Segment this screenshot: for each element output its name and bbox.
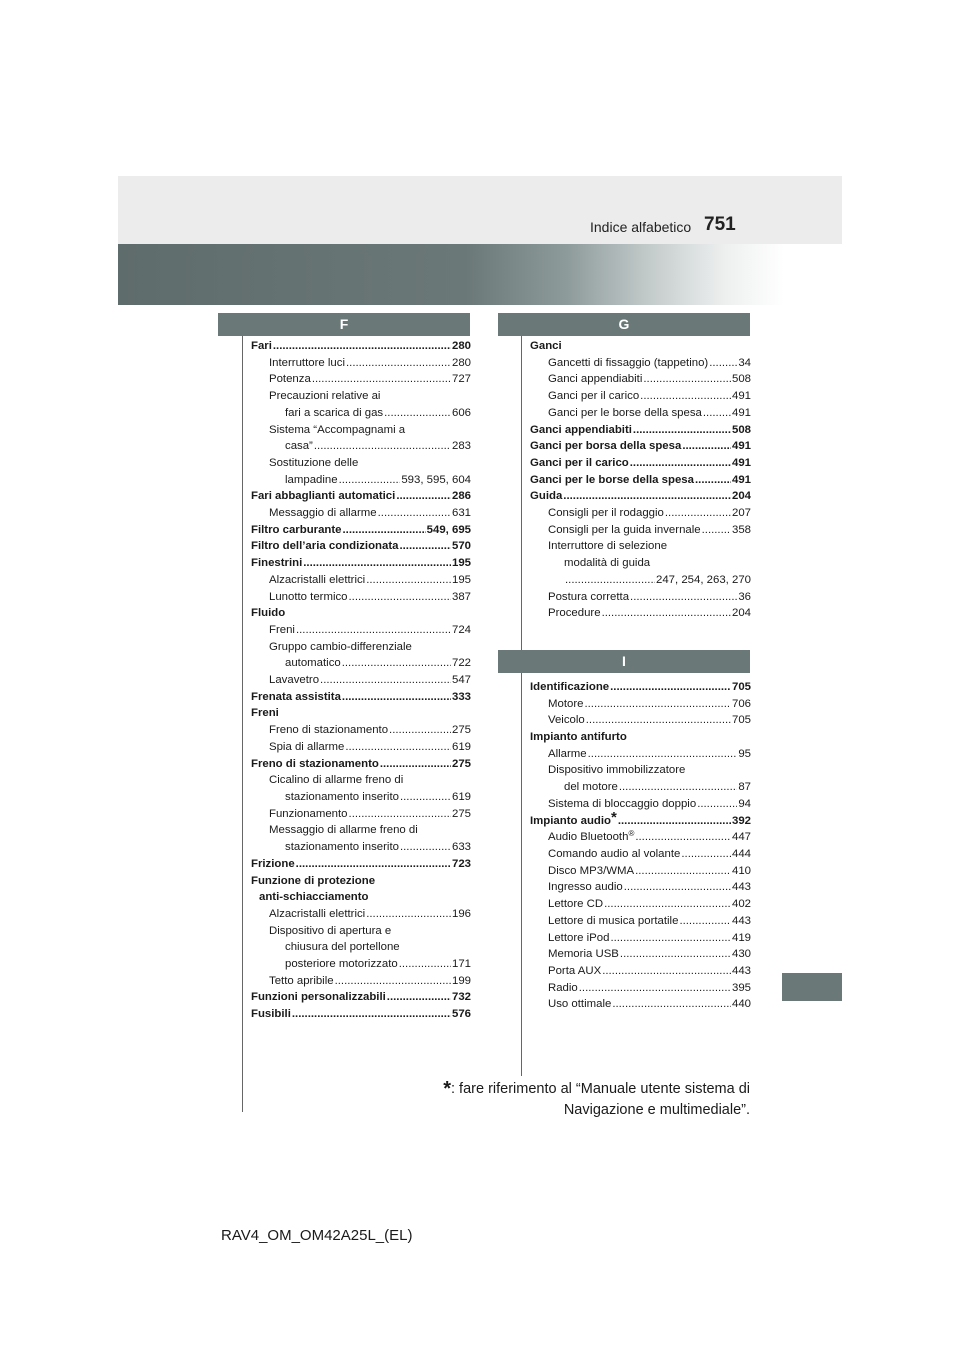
- index-entry-text: Sostituzione delle: [269, 456, 359, 469]
- page-reference: 593, 595, 604: [401, 473, 471, 486]
- index-entry-text: Cicalino di allarme freno di: [269, 774, 404, 787]
- index-entry: [530, 863, 751, 880]
- dot-leader: [339, 472, 401, 489]
- page-reference: 286: [451, 490, 471, 503]
- index-entry: [251, 505, 471, 522]
- dot-leader: [400, 789, 451, 806]
- index-column-f: [251, 338, 471, 1023]
- index-entry: [530, 405, 751, 422]
- footnote-marker: *: [611, 808, 617, 826]
- dot-leader: [320, 672, 451, 689]
- dot-leader: [620, 946, 731, 963]
- index-term: fari a scarica di gas: [285, 406, 384, 419]
- index-entry: [251, 405, 471, 422]
- index-entry: [251, 722, 471, 739]
- page-reference: 275: [451, 724, 471, 737]
- dot-leader: [389, 722, 451, 739]
- page-reference: 705: [731, 680, 751, 693]
- page-reference: 491: [731, 390, 751, 403]
- page-reference: 443: [731, 914, 751, 927]
- index-term: Freni: [269, 623, 295, 636]
- page-reference: 275: [451, 757, 471, 770]
- dot-leader: [697, 796, 737, 813]
- page-reference: 549, 695: [426, 523, 471, 536]
- dot-leader: [366, 572, 451, 589]
- index-entry-text: Sistema “Accompagnami a: [269, 423, 406, 436]
- index-entry: [530, 422, 751, 439]
- index-entry: [530, 779, 751, 796]
- header-band: [118, 244, 842, 305]
- index-entry-text: Gruppo cambio-differenziale: [269, 640, 412, 653]
- dot-leader: [345, 739, 451, 756]
- index-entry: [251, 572, 471, 589]
- index-term: Frizione: [251, 857, 295, 870]
- index-entry: [251, 622, 471, 639]
- index-entry: [251, 538, 471, 555]
- index-entry: [530, 746, 751, 763]
- index-term: Audio Bluetooth®: [548, 829, 635, 844]
- dot-leader: [303, 555, 451, 572]
- index-entry-text: Impianto antifurto: [530, 731, 627, 744]
- page-reference: 722: [451, 657, 471, 670]
- page-reference: 443: [731, 964, 751, 977]
- dot-leader: [612, 996, 731, 1013]
- page-reference: 547: [451, 674, 471, 687]
- index-entry-text: Fluido: [251, 607, 286, 620]
- index-term: Postura corretta: [548, 590, 630, 603]
- page-reference: 402: [731, 898, 751, 911]
- index-term: Fari: [251, 340, 272, 352]
- index-entry: [530, 712, 751, 729]
- index-entry: [251, 839, 471, 856]
- page-reference: 280: [451, 340, 471, 352]
- index-entry: [530, 796, 751, 813]
- index-term: Funzionamento: [269, 807, 348, 820]
- index-entry-text: Funzione di protezione: [251, 874, 376, 887]
- index-term: Comando audio al volante: [548, 847, 681, 860]
- dot-leader: [399, 956, 451, 973]
- index-term: Gancetti di fissaggio (tappetino): [548, 356, 709, 369]
- index-term: Motore: [548, 697, 584, 710]
- index-entry: [530, 896, 751, 913]
- dot-leader: [681, 846, 731, 863]
- dot-leader: [610, 679, 731, 696]
- index-entry: [530, 455, 751, 472]
- dot-leader: [342, 655, 451, 672]
- index-term: Radio: [548, 981, 578, 994]
- index-term: Tetto apribile: [269, 974, 334, 987]
- page-reference: 508: [731, 423, 751, 436]
- index-term: Spia di allarme: [269, 740, 345, 753]
- registered-mark: ®: [628, 829, 635, 839]
- index-entry: [251, 522, 471, 539]
- index-term: Impianto audio*: [530, 808, 617, 827]
- index-entry-text: Messaggio di allarme freno di: [269, 824, 418, 837]
- index-term: Filtro carburante: [251, 523, 342, 536]
- index-group-g: [530, 338, 751, 622]
- index-entry: [251, 989, 471, 1006]
- dot-leader: [314, 438, 451, 455]
- index-term: Lettore di musica portatile: [548, 914, 679, 927]
- dot-leader: [296, 856, 451, 873]
- index-entry: [251, 806, 471, 823]
- index-term: Guida: [530, 490, 563, 503]
- index-term: Freno di stazionamento: [269, 724, 389, 737]
- dot-leader: [709, 355, 737, 372]
- index-entry: [530, 679, 751, 696]
- index-entry: [530, 980, 751, 997]
- dot-leader: [312, 371, 451, 388]
- page-reference: 419: [731, 931, 751, 944]
- index-entry: [251, 789, 471, 806]
- page-reference: 440: [731, 998, 751, 1011]
- index-term: Potenza: [269, 373, 311, 386]
- index-entry: [530, 388, 751, 405]
- index-entry: [251, 856, 471, 873]
- index-entry-text: Dispositivo immobilizzatore: [548, 764, 686, 777]
- index-entry: [530, 946, 751, 963]
- index-entry: [530, 829, 751, 846]
- index-term: Porta AUX: [548, 964, 602, 977]
- letter-header-i: I: [498, 650, 750, 673]
- index-term: Veicolo: [548, 714, 585, 727]
- index-term: Ganci appendiabiti: [548, 373, 643, 386]
- dot-leader: [640, 388, 731, 405]
- index-entry: [251, 472, 471, 489]
- dot-leader: [682, 438, 731, 455]
- dot-leader: [695, 472, 731, 489]
- dot-leader: [273, 338, 451, 355]
- dot-leader: [563, 488, 731, 505]
- dot-leader: [292, 1006, 451, 1023]
- index-entry: [530, 846, 751, 863]
- dot-leader: [630, 455, 731, 472]
- page-reference: 570: [451, 540, 471, 553]
- index-term: stazionamento inserito: [285, 790, 399, 803]
- index-entry: [251, 973, 471, 990]
- page-reference: 447: [731, 831, 751, 844]
- page-reference: 358: [731, 523, 751, 536]
- index-term: Funzioni personalizzabili: [251, 991, 386, 1004]
- index-entry-text: anti-schiacciamento: [259, 891, 369, 904]
- index-term: posteriore motorizzato: [285, 958, 398, 971]
- index-term: Ganci per il carico: [530, 456, 629, 469]
- page-reference: 280: [451, 356, 471, 369]
- page-reference: 732: [451, 991, 471, 1004]
- index-term: Filtro dell’aria condizionata: [251, 540, 399, 553]
- page-reference: 508: [731, 373, 751, 386]
- index-term: Ganci per il carico: [548, 390, 640, 403]
- page-reference: 443: [731, 881, 751, 894]
- dot-leader: [396, 488, 451, 505]
- page-reference: 724: [451, 623, 471, 636]
- dot-leader: [384, 405, 451, 422]
- index-entry: [251, 555, 471, 572]
- index-entry-text: Ganci: [530, 340, 562, 352]
- index-entry: [251, 438, 471, 455]
- dot-leader: [643, 371, 731, 388]
- page-reference: 87: [738, 781, 751, 794]
- dot-leader: [349, 806, 451, 823]
- page-reference: 606: [451, 406, 471, 419]
- index-term: stazionamento inserito: [285, 841, 399, 854]
- index-entry: [251, 655, 471, 672]
- page-reference: 705: [731, 714, 751, 727]
- index-term: Fusibili: [251, 1008, 291, 1021]
- index-term: Messaggio di allarme: [269, 507, 377, 520]
- index-entry: [251, 1006, 471, 1023]
- index-entry: [251, 956, 471, 973]
- page-reference: 275: [451, 807, 471, 820]
- index-term: Lettore CD: [548, 898, 604, 911]
- letter-header-g: G: [498, 313, 750, 336]
- page-reference: 196: [451, 907, 471, 920]
- footnote-line-2: Navigazione e multimediale”.: [563, 1102, 750, 1118]
- index-term: Identificazione: [530, 680, 610, 693]
- page-reference: 633: [451, 841, 471, 854]
- index-term: Consigli per il rodaggio: [548, 507, 664, 520]
- dot-leader: [579, 980, 731, 997]
- dot-leader: [602, 963, 731, 980]
- index-entry: [251, 355, 471, 372]
- index-term: Interruttore luci: [269, 356, 345, 369]
- letter-header-f: F: [218, 313, 470, 336]
- column-divider-right: [521, 336, 522, 1076]
- dot-leader: [604, 896, 731, 913]
- index-term: Alzacristalli elettrici: [269, 573, 366, 586]
- index-entry: [530, 371, 751, 388]
- dot-leader: [633, 422, 731, 439]
- dot-leader: [665, 505, 731, 522]
- index-entry: [251, 589, 471, 606]
- page-reference: 727: [451, 373, 471, 386]
- index-group-i: [530, 679, 751, 1013]
- page-reference: 333: [451, 690, 471, 703]
- index-entry: [530, 996, 751, 1013]
- index-entry: [251, 689, 471, 706]
- dot-leader: [702, 522, 731, 539]
- index-entry-text: Freni: [251, 707, 279, 720]
- index-entry: [530, 522, 751, 539]
- page-reference: 95: [738, 747, 751, 760]
- dot-leader: [630, 589, 737, 606]
- page-reference: 94: [738, 797, 751, 810]
- page-reference: 387: [451, 590, 471, 603]
- dot-leader: [335, 973, 451, 990]
- index-term: Lunotto termico: [269, 590, 348, 603]
- index-entry-text: Dispositivo di apertura e: [269, 924, 392, 937]
- index-entry: [530, 355, 751, 372]
- page-reference: 491: [731, 406, 751, 419]
- page-reference: 430: [731, 948, 751, 961]
- index-entry: [251, 488, 471, 505]
- dot-leader: [635, 863, 731, 880]
- dot-leader: [679, 913, 731, 930]
- page-reference: 706: [731, 697, 751, 710]
- page-reference: 199: [451, 974, 471, 987]
- dot-leader: [343, 522, 426, 539]
- index-term: Memoria USB: [548, 948, 619, 961]
- index-entry: [530, 808, 751, 830]
- page-reference: 723: [451, 857, 471, 870]
- index-entry: [530, 605, 751, 622]
- index-term: automatico: [285, 657, 341, 670]
- index-term: Ganci per le borse della spesa: [530, 473, 694, 486]
- page-reference: 410: [731, 864, 751, 877]
- index-entry: [530, 930, 751, 947]
- footnote-asterisk: *: [443, 1078, 451, 1100]
- document-code: RAV4_OM_OM42A25L_(EL): [221, 1227, 413, 1244]
- index-term: Sistema di bloccaggio doppio: [548, 797, 697, 810]
- index-entry: [251, 371, 471, 388]
- index-entry-text: Interruttore di selezione: [548, 540, 668, 553]
- dot-leader: [366, 906, 451, 923]
- index-entry: [530, 505, 751, 522]
- index-term: Alzacristalli elettrici: [269, 907, 366, 920]
- dot-leader: [387, 989, 451, 1006]
- page-reference: 195: [451, 573, 471, 586]
- group-spacer: [530, 622, 751, 650]
- index-entry-text: chiusura del portellone: [285, 941, 400, 954]
- index-term: Ganci per le borse della spesa: [548, 406, 702, 419]
- index-entry: [530, 963, 751, 980]
- page-reference: 619: [451, 740, 471, 753]
- index-entry: [251, 739, 471, 756]
- page-reference: 36: [738, 590, 751, 603]
- index-term: Frenata assistita: [251, 690, 341, 703]
- index-term: Finestrini: [251, 557, 303, 570]
- index-term: Disco MP3/WMA: [548, 864, 635, 877]
- footnote: [443, 1079, 750, 1121]
- index-term: Fari abbaglianti automatici: [251, 490, 396, 503]
- dot-leader: [610, 930, 731, 947]
- page-reference: 392: [731, 814, 751, 827]
- index-entry-text: modalità di guida: [564, 557, 651, 570]
- page-reference: 283: [451, 440, 471, 453]
- index-entry: [251, 756, 471, 773]
- dot-leader: [380, 756, 451, 773]
- dot-leader: [342, 689, 451, 706]
- dot-leader: [378, 505, 451, 522]
- dot-leader: [602, 605, 731, 622]
- page-reference: 491: [731, 440, 751, 453]
- dot-leader: [618, 813, 731, 830]
- dot-leader: [584, 696, 731, 713]
- index-entry: [530, 913, 751, 930]
- index-entry: [530, 589, 751, 606]
- page-reference: 207: [731, 507, 751, 520]
- index-column-gi: [530, 338, 751, 1013]
- index-term: Uso ottimale: [548, 998, 612, 1011]
- index-term: Ingresso audio: [548, 881, 623, 894]
- page-reference: 631: [451, 507, 471, 520]
- index-entry: [530, 438, 751, 455]
- column-divider-left: [242, 336, 243, 1112]
- dot-leader: [588, 746, 738, 763]
- dot-leader: [565, 572, 655, 589]
- dot-leader: [619, 779, 738, 796]
- index-term: lampadine: [285, 473, 338, 486]
- page-reference: 576: [451, 1008, 471, 1021]
- dot-leader: [399, 538, 451, 555]
- chapter-tab: [782, 973, 842, 1001]
- index-entry: [251, 906, 471, 923]
- index-term: Lettore iPod: [548, 931, 610, 944]
- page-reference: 491: [731, 473, 751, 486]
- dot-leader: [624, 879, 731, 896]
- page-reference: 444: [731, 847, 751, 860]
- page-reference: 247, 254, 263, 270: [655, 573, 751, 586]
- dot-leader: [296, 622, 451, 639]
- index-entry: [530, 879, 751, 896]
- index-entry: [251, 338, 471, 355]
- index-entry-text: Precauzioni relative ai: [269, 390, 381, 403]
- page-reference: 195: [451, 557, 471, 570]
- index-term: Ganci per borsa della spesa: [530, 440, 682, 453]
- index-term: Procedure: [548, 607, 601, 620]
- page-reference: 204: [731, 607, 751, 620]
- page-reference: 395: [731, 981, 751, 994]
- dot-leader: [349, 589, 451, 606]
- dot-leader: [346, 355, 451, 372]
- dot-leader: [635, 829, 731, 846]
- index-entry: [530, 472, 751, 489]
- section-title: Indice alfabetico: [590, 219, 692, 235]
- page-reference: 619: [451, 790, 471, 803]
- index-entry: [251, 672, 471, 689]
- dot-leader: [400, 839, 451, 856]
- index-term: Ganci appendiabiti: [530, 423, 632, 436]
- index-term: Lavavetro: [269, 674, 320, 687]
- page-reference: 171: [451, 958, 471, 971]
- dot-leader: [703, 405, 731, 422]
- index-term: Freno di stazionamento: [251, 757, 379, 770]
- index-entry: [530, 488, 751, 505]
- page-number: 751: [704, 214, 736, 235]
- dot-leader: [586, 712, 731, 729]
- index-term: del motore: [564, 781, 618, 794]
- index-term: Consigli per la guida invernale: [548, 523, 701, 536]
- index-entry: [530, 696, 751, 713]
- index-term: Allarme: [548, 747, 587, 760]
- page-reference: 34: [738, 356, 751, 369]
- page-reference: 491: [731, 456, 751, 469]
- index-entry: [530, 572, 751, 589]
- index-term: casa”: [285, 440, 313, 453]
- page-reference: 204: [731, 490, 751, 503]
- footnote-line-1: *: fare riferimento al “Manuale utente sistema di: [443, 1078, 750, 1100]
